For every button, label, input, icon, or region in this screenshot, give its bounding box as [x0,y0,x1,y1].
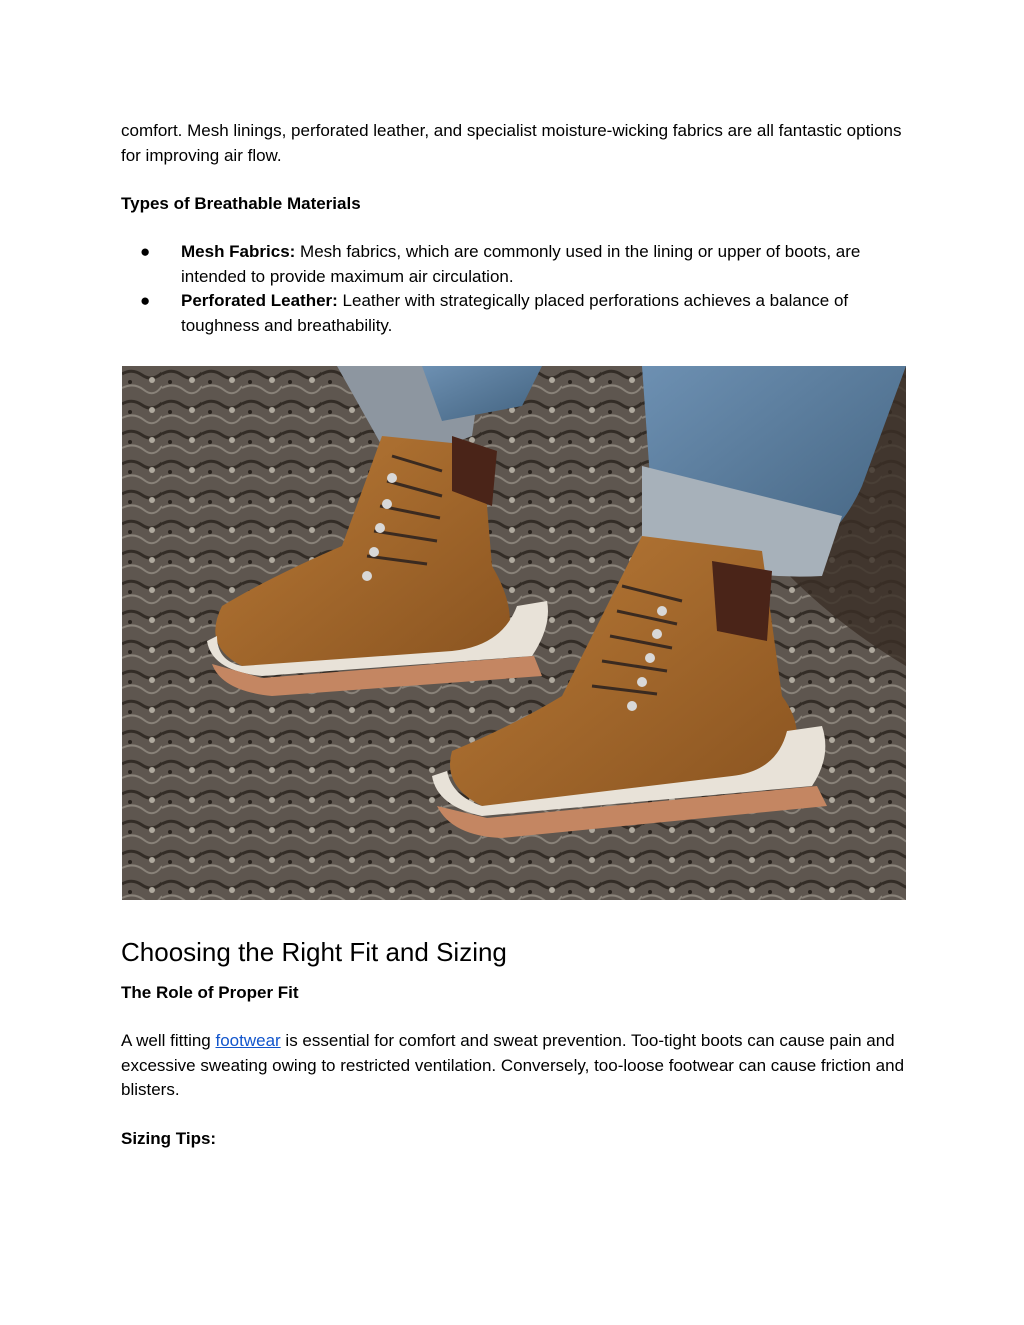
fit-text-before: A well fitting [121,1031,216,1050]
section-heading: Choosing the Right Fit and Sizing [121,937,507,967]
list-item [121,289,911,338]
materials-list [121,240,911,338]
list-item-term: Perforated Leather: [181,291,338,310]
list-item-text: Mesh fabrics, which are commonly used in the lining or upper of boots, are intended to provide maximum air circulation. [181,242,861,286]
bullet-icon: ● [140,242,151,261]
types-heading: Types of Breathable Materials [121,194,361,213]
list-item-text: Leather with strategically placed perforations achieves a balance of toughness and breathability. [181,291,849,335]
sizing-heading: Sizing Tips: [121,1129,217,1148]
fit-paragraph [121,1029,911,1103]
fit-text-after: is essential for comfort and sweat prevention. Too-tight boots can cause pain and excessive sweating owing to restricted ventilation. Conversely, too-loose footwear can cause friction and blisters. [121,1031,905,1099]
boots-photo [122,366,906,900]
intro-paragraph: comfort. Mesh linings, perforated leather, and specialist moisture-wicking fabrics are all fantastic options for improving air flow. [121,121,902,165]
footwear-link[interactable]: footwear [215,1031,281,1050]
role-heading: The Role of Proper Fit [121,983,299,1002]
list-item-term: Mesh Fabrics: [181,242,296,261]
list-item [121,240,911,289]
boots-photo-icon [122,366,906,900]
bullet-icon: ● [140,291,151,310]
